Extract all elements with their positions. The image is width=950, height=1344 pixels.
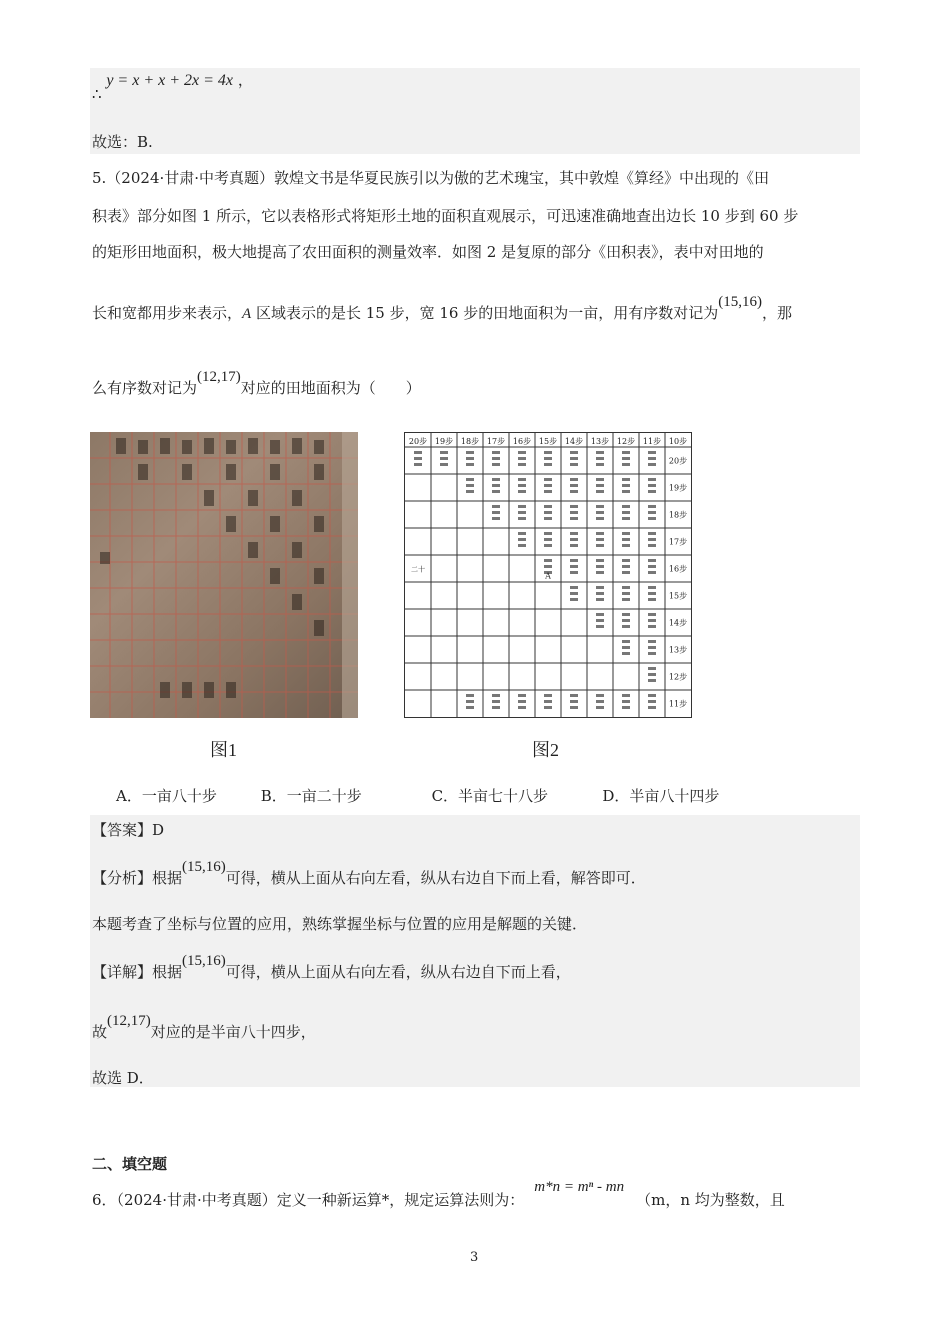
row-label-cell: 19步: [668, 483, 688, 493]
cell-text-mark: [622, 694, 630, 709]
cell-text-mark: [466, 451, 474, 466]
cell-text-mark: [518, 694, 526, 709]
cell-text-mark: [570, 478, 578, 493]
row-label-cell: 20步: [668, 456, 688, 466]
header-cell: 17步: [486, 437, 506, 446]
cell-text-mark: [414, 451, 422, 466]
cell-text-mark: [648, 586, 656, 601]
q6-suffix: （m，n 均为整数，且: [636, 1191, 785, 1209]
cell-text-mark: [544, 451, 552, 466]
cell-text-mark: [492, 694, 500, 709]
row-label-cell: 18步: [668, 510, 688, 520]
q5-line3: 的矩形田地面积，极大地提高了农田面积的测量效率．如图 2 是复原的部分《田积表》，表中对田地的: [92, 243, 764, 261]
cell-text-mark: [544, 694, 552, 709]
answer-label: 【答案】: [92, 821, 153, 839]
q6-prefix: 6．（2024·甘肃·中考真题）定义一种新运算*，规定运算法则为：: [92, 1191, 525, 1209]
cell-text-mark: [570, 451, 578, 466]
option-a: A．一亩八十步: [116, 787, 217, 805]
manuscript-grid-icon: [90, 432, 358, 718]
cell-text-mark: [518, 451, 526, 466]
detail-a: 根据: [152, 963, 183, 981]
cell-text-mark: [622, 640, 630, 655]
left-note: 二十: [411, 565, 425, 574]
cell-text-mark: [622, 586, 630, 601]
ordered-pair-15-16: (15,16): [718, 294, 762, 310]
q5-line2: 积表》部分如图 1 所示，它以表格形式将矩形土地的面积直观展示，可迅速准确地查出边长 10 步到 60 步: [92, 207, 799, 225]
area-table-grid: [405, 433, 691, 717]
row-label-cell: 12步: [668, 672, 688, 682]
cell-text-mark: [648, 478, 656, 493]
analysis-label: 【分析】: [92, 869, 153, 887]
detail-b: 可得，横从上面从右向左看，纵从右边自下而上看，: [225, 963, 571, 981]
detail-pair: (15,16): [182, 953, 226, 969]
q5-line5: [92, 369, 421, 399]
q5-line4: [92, 294, 792, 324]
row-label-cell: 16步: [668, 564, 688, 574]
cell-text-mark: [570, 505, 578, 520]
option-b: B．一亩二十步: [260, 787, 362, 805]
cell-text-mark: [622, 559, 630, 574]
cell-text-mark: [544, 478, 552, 493]
cell-text-mark: [648, 532, 656, 547]
analysis-line: [92, 859, 646, 889]
cell-text-mark: [622, 451, 630, 466]
cell-text-mark: [622, 505, 630, 520]
header-cell: 13步: [590, 437, 610, 446]
analysis-a: 根据: [152, 869, 183, 887]
cell-text-mark: [492, 478, 500, 493]
formula-tail: ，: [237, 71, 253, 89]
cell-text-mark: [570, 559, 578, 574]
q6-line: [92, 1179, 785, 1211]
figure2-caption: 图2: [532, 740, 559, 760]
region-a-label: A: [242, 306, 252, 322]
cell-text-mark: [492, 505, 500, 520]
option-c: C．半亩七十八步: [431, 787, 549, 805]
cell-text-mark: [570, 586, 578, 601]
cell-text-mark: [648, 613, 656, 628]
cell-text-mark: [648, 694, 656, 709]
cell-text-mark: [518, 532, 526, 547]
cell-text-mark: [622, 613, 630, 628]
header-cell: 20步: [408, 437, 428, 446]
cell-text-mark: [544, 505, 552, 520]
cell-text-mark: [596, 532, 604, 547]
analysis-pair: (15,16): [182, 859, 226, 875]
q5-line5-b: 对应的田地面积为（ ）: [240, 379, 421, 397]
analysis-note: 本题考查了坐标与位置的应用，熟练掌握坐标与位置的应用是解题的关键．: [92, 915, 588, 933]
section-heading: 二、填空题: [92, 1155, 168, 1173]
ordered-pair-12-17: (12,17): [197, 369, 241, 385]
cell-text-mark: [596, 505, 604, 520]
figure1-manuscript-photo: [90, 432, 358, 718]
option-d: D．半亩八十四步: [602, 787, 720, 805]
detail-c-pre: 故: [92, 1023, 108, 1041]
figure2-area-table: [404, 432, 692, 718]
cell-text-mark: [596, 451, 604, 466]
figure1-caption: 图1: [210, 740, 237, 760]
region-a-mark: A: [545, 571, 551, 581]
cell-text-mark: [570, 532, 578, 547]
row-label-cell: 15步: [668, 591, 688, 601]
cell-text-mark: [648, 505, 656, 520]
therefore-symbol: ∴: [92, 85, 102, 103]
header-cell: 14步: [564, 437, 584, 446]
solution-block-answer: [90, 815, 860, 1087]
cell-text-mark: [518, 505, 526, 520]
cell-text-mark: [622, 532, 630, 547]
detail-c-post: 对应的是半亩八十四步，: [150, 1023, 316, 1041]
header-cell: 19步: [434, 437, 454, 446]
cell-text-mark: [544, 532, 552, 547]
page-number: 3: [470, 1250, 479, 1265]
q5-line5-a: 么有序数对记为: [92, 379, 198, 397]
answer-line: [92, 820, 164, 840]
cell-text-mark: [648, 667, 656, 682]
header-cell: 18步: [460, 437, 480, 446]
cell-text-mark: [596, 694, 604, 709]
header-cell: 10步: [668, 437, 688, 446]
cell-text-mark: [596, 586, 604, 601]
q5-line4-b: 区域表示的是长 15 步，宽 16 步的田地面积为一亩，用有序数对记为: [251, 304, 719, 322]
top-choice: 故选：B.: [92, 133, 153, 151]
answer-value: D: [152, 821, 165, 839]
cell-text-mark: [466, 694, 474, 709]
cell-text-mark: [518, 478, 526, 493]
header-cell: 11步: [642, 437, 662, 446]
row-label-cell: 17步: [668, 537, 688, 547]
header-cell: 16步: [512, 437, 532, 446]
cell-text-mark: [596, 613, 604, 628]
formula-line: [92, 70, 253, 103]
q5-line4-c: ，那: [761, 304, 792, 322]
answer-options: [116, 785, 719, 806]
q5-line4-a: 长和宽都用步来表示，: [92, 304, 243, 322]
q5-line1: 5.（2024·甘肃·中考真题）敦煌文书是华夏民族引以为傲的艺术瑰宝，其中敦煌《算经》中出现的《田: [92, 169, 770, 187]
row-label-cell: 13步: [668, 645, 688, 655]
cell-text-mark: [648, 640, 656, 655]
cell-text-mark: [622, 478, 630, 493]
cell-text-mark: [596, 478, 604, 493]
cell-text-mark: [596, 559, 604, 574]
detail-conclusion: [92, 1013, 316, 1043]
cell-text-mark: [492, 451, 500, 466]
detail-end: 故选 D．: [92, 1069, 154, 1087]
formula-expression: y = x + x + 2x = 4x: [106, 72, 234, 89]
cell-text-mark: [466, 478, 474, 493]
analysis-b: 可得，横从上面从右向左看，纵从右边自下而上看，解答即可．: [225, 869, 646, 887]
detail-c-pair: (12,17): [107, 1013, 151, 1029]
header-cell: 12步: [616, 437, 636, 446]
detail-line: [92, 953, 571, 983]
row-label-cell: 14步: [668, 618, 688, 628]
detail-label: 【详解】: [92, 963, 153, 981]
row-label-cell: 11步: [668, 699, 688, 709]
cell-text-mark: [570, 694, 578, 709]
cell-text-mark: [648, 451, 656, 466]
header-cell: 15步: [538, 437, 558, 446]
cell-text-mark: [440, 451, 448, 466]
cell-text-mark: [648, 559, 656, 574]
q6-formula: m*n = mⁿ - mn: [534, 1179, 625, 1195]
